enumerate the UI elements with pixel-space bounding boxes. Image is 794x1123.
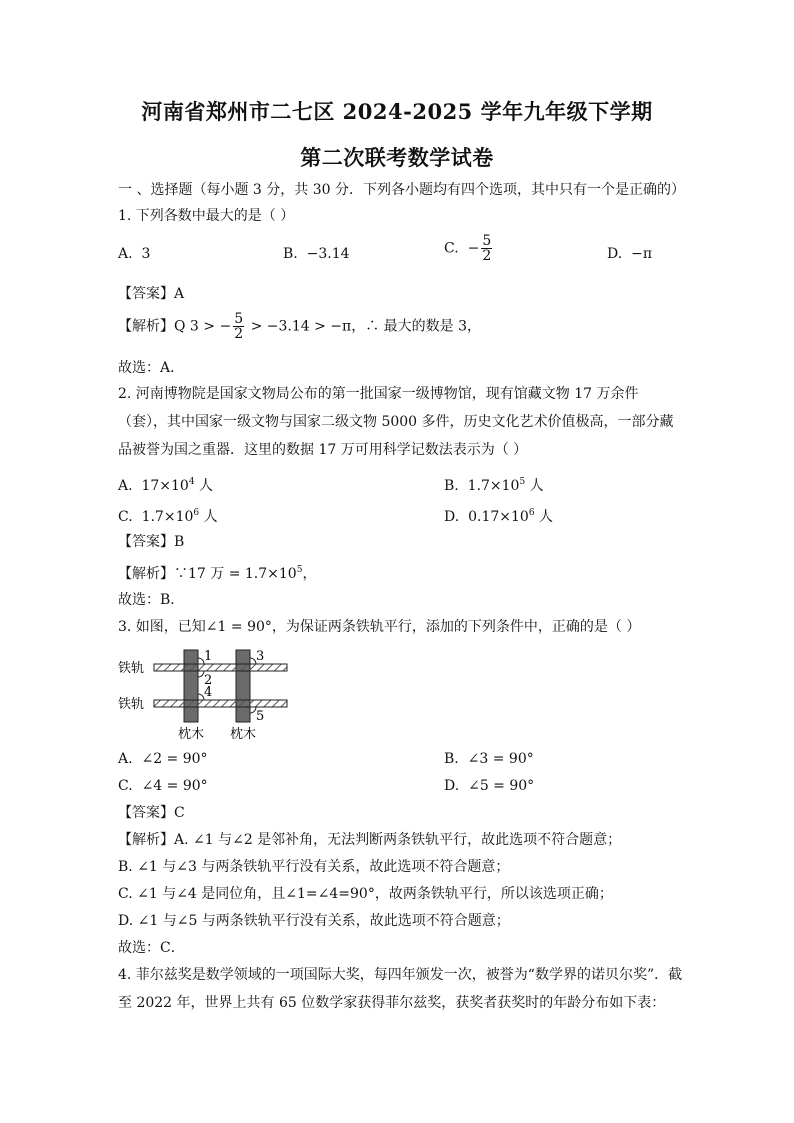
- sleeper-label-left: 枕木: [178, 727, 205, 742]
- section-heading: 一 、选择题（每小题 3 分，共 30 分．下列各小题均有四个选项，其中只有一个是正确的）: [118, 182, 685, 198]
- angle-label-1: 1: [204, 649, 213, 664]
- q3-stem: 3. 如图，已知∠1 = 90°，为保证两条铁轨平行，添加的下列条件中，正确的是（ ）: [118, 619, 641, 635]
- q1-option-b: B. −3.14: [283, 246, 350, 262]
- fraction: $\frac{5}{2}$: [234, 311, 244, 342]
- q4-stem-line2: 至 2022 年，世界上共有 65 位数学家获得菲尔兹奖，获奖者获奖时的年龄分布如下表：: [118, 995, 666, 1011]
- q1-option-c: C. − $\frac{5}{2}$: [444, 233, 492, 264]
- q3-analysis-c: C. ∠1 与∠4 是同位角，且∠1=∠4=90°，故两条铁轨平行，所以该选项正确；: [118, 886, 613, 902]
- q3-answer: 【答案】C: [118, 805, 185, 821]
- q2-answer: 【答案】B: [118, 534, 185, 550]
- q3-conclusion: 故选：C．: [118, 940, 185, 956]
- q2-option-d: D. $0.17\times 10^6$ 人: [444, 508, 553, 525]
- q2-option-a: A. $17\times 10^4$ 人: [118, 477, 214, 494]
- q3-option-d: D. ∠5 = 90°: [444, 778, 535, 794]
- railway-figure: [118, 640, 293, 743]
- q2-stem-line2: （套），其中国家一级文物与国家二级文物 5000 多件，历史文化艺术价值极高，一部分藏: [118, 414, 674, 430]
- q2-option-b: B. $1.7\times 10^5$ 人: [444, 477, 544, 494]
- rail-bottom: [154, 700, 287, 707]
- angle-label-5: 5: [256, 709, 265, 724]
- q3-option-b: B. ∠3 = 90°: [444, 751, 534, 767]
- exam-title-line1: 河南省郑州市二七区 2024-2025 学年九年级下学期: [141, 99, 653, 124]
- q3-option-a: A. ∠2 = 90°: [118, 751, 208, 767]
- q3-analysis-a: 【解析】A. ∠1 与∠2 是邻补角，无法判断两条铁轨平行，故此选项不符合题意；: [118, 832, 622, 848]
- angle-label-4: 4: [204, 685, 213, 700]
- rail-label-bottom: 铁轨: [118, 697, 145, 712]
- angle-label-3: 3: [256, 649, 265, 664]
- q2-option-c: C. $1.7\times 10^6$ 人: [118, 508, 218, 525]
- q1-analysis: 【解析】Q 3 > − $\frac{5}{2}$ > −3.14 > −π，∴ 最大的数是 3，: [118, 311, 482, 342]
- q4-stem-line1: 4. 菲尔兹奖是数学领域的一项国际大奖，每四年颁发一次，被誉为“数学界的诺贝尔奖”．截: [118, 967, 683, 983]
- exam-title-line2: 第二次联考数学试卷: [300, 145, 494, 170]
- q2-analysis: 【解析】∵17 万 = $1.7\times 10^5$，: [118, 565, 317, 582]
- angle-label-2: 2: [204, 673, 213, 688]
- sleeper-right: [236, 650, 250, 722]
- railway-diagram: [118, 640, 293, 743]
- q2-stem-line1: 2. 河南博物院是国家文物局公布的第一批国家一级博物馆，现有馆藏文物 17 万余件: [118, 386, 639, 402]
- q1-answer: 【答案】A: [118, 286, 185, 302]
- q2-stem-line3: 品被誉为国之重器．这里的数据 17 万可用科学记数法表示为（ ）: [118, 442, 528, 458]
- q1-option-d: D. −π: [607, 246, 653, 262]
- q1-conclusion: 故选：A．: [118, 360, 185, 376]
- sleeper-left: [184, 650, 198, 722]
- rail-label-top: 铁轨: [118, 661, 145, 676]
- q3-analysis-d: D. ∠1 与∠5 与两条铁轨平行没有关系，故此选项不符合题意；: [118, 913, 510, 929]
- q1-option-a: A. 3: [118, 246, 151, 262]
- fraction: $\frac{5}{2}$: [482, 233, 492, 264]
- q2-conclusion: 故选：B．: [118, 592, 185, 608]
- q3-analysis-b: B. ∠1 与∠3 与两条铁轨平行没有关系，故此选项不符合题意；: [118, 859, 510, 875]
- q1-stem: 1. 下列各数中最大的是（ ）: [118, 208, 295, 224]
- sleeper-label-right: 枕木: [230, 727, 257, 742]
- rail-top: [154, 664, 287, 671]
- q3-option-c: C. ∠4 = 90°: [118, 778, 208, 794]
